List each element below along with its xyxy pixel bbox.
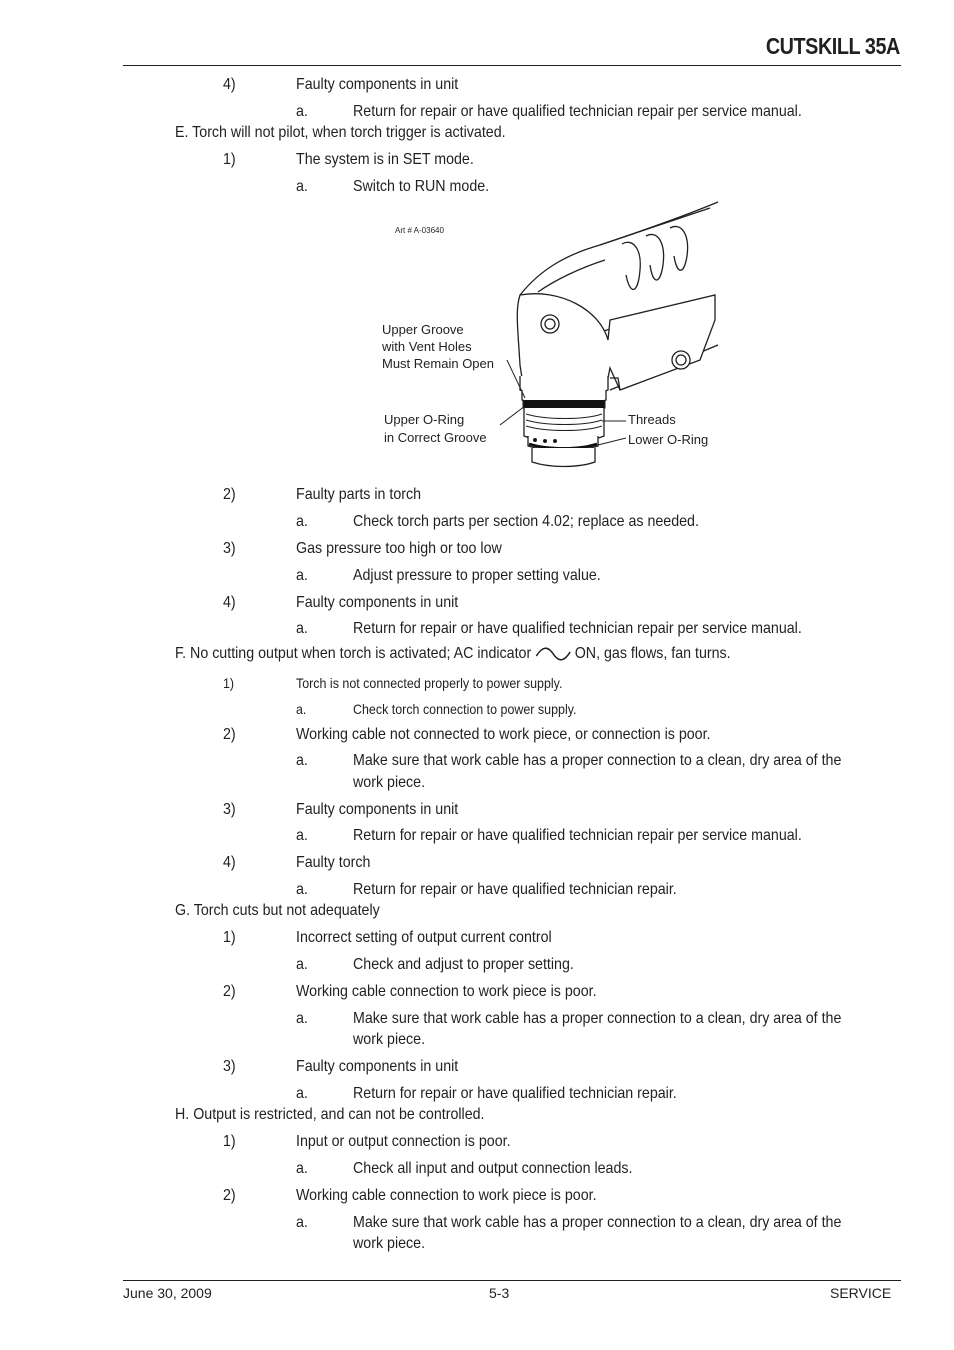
label-upper-oring: Upper O-Ring in Correct Groove xyxy=(384,412,487,445)
label-upper-groove: Upper Groove with Vent Holes Must Remain Open xyxy=(382,322,494,371)
text-line: Return for repair or have qualified technician repair per service manual. xyxy=(353,620,802,637)
text-line: Check and adjust to proper setting. xyxy=(353,956,574,973)
text-line: H. Output is restricted, and can not be controlled. xyxy=(175,1106,485,1123)
text-line: a. xyxy=(296,1160,308,1177)
ac-wave-icon xyxy=(535,647,571,661)
text-line: 2) xyxy=(223,486,236,503)
text-line: Faulty parts in torch xyxy=(296,486,422,503)
text-line: 1) xyxy=(223,1133,236,1150)
text-line: work piece. xyxy=(353,774,426,791)
text-line: 1) xyxy=(223,151,236,168)
text-line: Faulty components in unit xyxy=(296,801,459,818)
text-line: a. xyxy=(296,701,307,717)
text-line: Make sure that work cable has a proper connection to a clean, dry area of the xyxy=(353,1010,842,1027)
text-line: work piece. xyxy=(353,1235,426,1252)
text-line: a. xyxy=(296,567,308,584)
text-line: a. xyxy=(296,1214,308,1231)
torch-consumables xyxy=(520,376,608,467)
text-line: a. xyxy=(296,513,308,530)
footer-rule xyxy=(123,1280,901,1281)
text-line: Return for repair or have qualified technician repair per service manual. xyxy=(353,827,802,844)
footer-section: SERVICE xyxy=(830,1285,892,1301)
text-line: a. xyxy=(296,881,308,898)
text-line: a. xyxy=(296,178,308,195)
text-line: work piece. xyxy=(353,1031,426,1048)
text-line: G. Torch cuts but not adequately xyxy=(175,902,380,919)
section-f-prefix: F. No cutting output when torch is activated; AC indicator xyxy=(175,645,532,662)
text-line: 4) xyxy=(223,854,236,871)
text-line: Check torch parts per section 4.02; replace as needed. xyxy=(353,513,699,530)
text-line: Working cable not connected to work piece, or connection is poor. xyxy=(296,726,711,743)
section-f-suffix: ON, gas flows, fan turns. xyxy=(574,645,731,662)
label-lower-oring: Lower O-Ring xyxy=(628,432,709,447)
footer-page-number: 5-3 xyxy=(489,1285,510,1301)
torch-head-body xyxy=(517,294,715,390)
label-threads: Threads xyxy=(628,412,676,427)
text-line: 2) xyxy=(223,1187,236,1204)
text-line: Check torch connection to power supply. xyxy=(353,701,577,717)
text-line: a. xyxy=(296,1010,308,1027)
section-f-heading xyxy=(175,644,731,664)
text-line: a. xyxy=(296,827,308,844)
text-line: a. xyxy=(296,752,308,769)
text-line: a. xyxy=(296,620,308,637)
text-line: Return for repair or have qualified technician repair per service manual. xyxy=(353,103,802,120)
text-line: 3) xyxy=(223,540,236,557)
text-line: Faulty components in unit xyxy=(296,76,459,93)
text-line: Faulty torch xyxy=(296,854,371,871)
text-line: Gas pressure too high or too low xyxy=(296,540,502,557)
text-line: 3) xyxy=(223,801,236,818)
text-line: Make sure that work cable has a proper connection to a clean, dry area of the xyxy=(353,752,842,769)
text-line: 2) xyxy=(223,726,236,743)
text-line: Adjust pressure to proper setting value. xyxy=(353,567,601,584)
text-line: Make sure that work cable has a proper connection to a clean, dry area of the xyxy=(353,1214,842,1231)
text-line: 2) xyxy=(223,983,236,1000)
page-header-title: CUTSKILL 35A xyxy=(765,33,900,59)
text-line: Return for repair or have qualified technician repair. xyxy=(353,881,677,898)
text-line: Faulty components in unit xyxy=(296,1058,459,1075)
text-line: 4) xyxy=(223,76,236,93)
text-line: Working cable connection to work piece is poor. xyxy=(296,1187,597,1204)
text-line: Torch is not connected properly to power supply. xyxy=(296,675,563,691)
text-line: Switch to RUN mode. xyxy=(353,178,490,195)
text-line: Check all input and output connection leads. xyxy=(353,1160,633,1177)
text-line: Working cable connection to work piece is poor. xyxy=(296,983,597,1000)
text-line: Faulty components in unit xyxy=(296,594,459,611)
text-line: 1) xyxy=(223,929,236,946)
text-line: Input or output connection is poor. xyxy=(296,1133,511,1150)
header-rule xyxy=(123,65,901,66)
footer-date: June 30, 2009 xyxy=(123,1285,212,1301)
text-line: a. xyxy=(296,1085,308,1102)
torch-head-figure xyxy=(370,200,730,475)
text-line: 4) xyxy=(223,594,236,611)
text-line: Return for repair or have qualified technician repair. xyxy=(353,1085,677,1102)
text-line: 3) xyxy=(223,1058,236,1075)
art-number: Art # A-03640 xyxy=(395,226,444,235)
text-line: E. Torch will not pilot, when torch trigger is activated. xyxy=(175,124,506,141)
text-line: The system is in SET mode. xyxy=(296,151,474,168)
text-line: 1) xyxy=(223,675,235,691)
text-line: a. xyxy=(296,103,308,120)
text-line: a. xyxy=(296,956,308,973)
text-line: Incorrect setting of output current control xyxy=(296,929,552,946)
